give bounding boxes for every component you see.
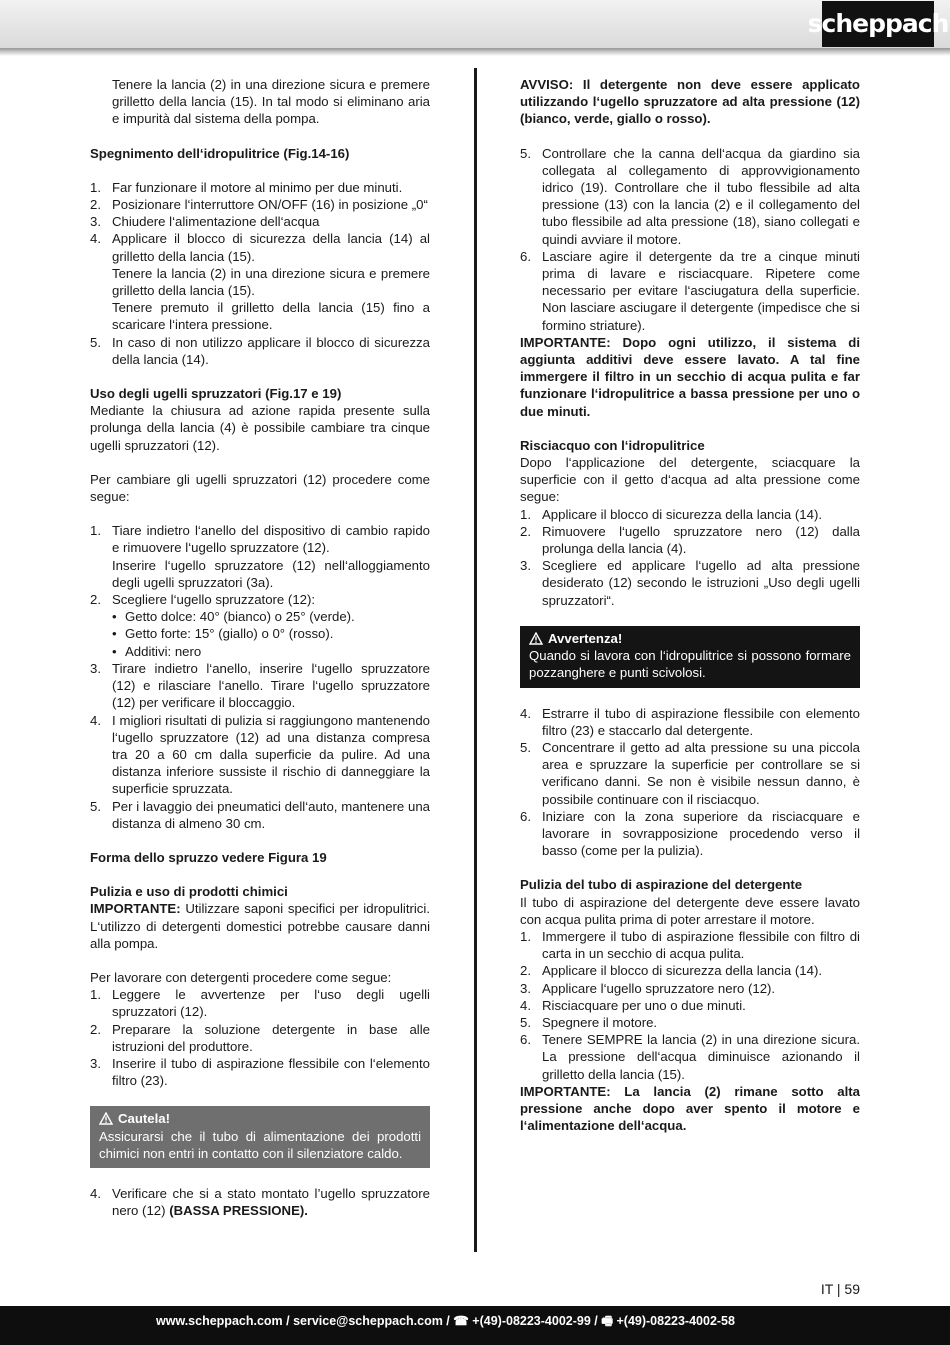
list-item: 2. Rimuovere l‘ugello spruzzatore nero (12) dalla prolunga della lancia (4).: [520, 523, 860, 557]
bullet-item: • Getto forte: 15° (giallo) o 0° (rosso).: [112, 626, 334, 642]
warning-triangle-icon: [99, 1112, 113, 1125]
section-title-shutdown: Spegnimento dell‘idropulitrice (Fig.14-16): [90, 145, 350, 161]
rinse-paragraph: Dopo l‘applicazione del detergente, sciacquare la superficie con il getto d‘acqua ad alta pressione come segue:: [520, 455, 860, 505]
list-item: 3. Inserire il tubo di aspirazione flessibile con l‘elemento filtro (23).: [90, 1055, 430, 1089]
section-title-rinse: Risciacquo con l‘idropulitrice: [520, 437, 705, 453]
list-item: 1. Tiare indietro l‘anello del dispositivo di cambio rapido e rimuovere l‘ugello spruzzatore (12).: [90, 523, 430, 556]
section-title-spray-shape: Forma dello spruzzo vedere Figura 19: [90, 849, 327, 865]
chemicals-paragraph: Per lavorare con detergenti procedere come segue:: [90, 969, 392, 985]
important-lance-pressure: IMPORTANTE: La lancia (2) rimane sotto alta pressione anche dopo aver spento il motore e l‘alimentazione dell‘acqua.: [520, 1083, 860, 1134]
page-footer: [0, 1306, 950, 1345]
caution-title: Cautela!: [118, 1111, 171, 1127]
list-item: 6. Iniziare con la zona superiore da risciacquare e lavorare in sovrapposizione procedendo verso il basso (come per la pulizia).: [520, 808, 860, 859]
page-number: IT | 59: [820, 1281, 860, 1297]
detergent-steps: [520, 145, 860, 334]
list-item: 1. Immergere il tubo di aspirazione flessibile con filtro di carta in un secchio di acqua pulita.: [520, 928, 860, 962]
bullet-item: • Additivi: nero: [112, 643, 202, 659]
list-item: 4. Risciacquare per uno o due minuti.: [520, 997, 746, 1013]
warning-title: Avvertenza!: [548, 630, 623, 646]
list-item: 4. Verificare che si a stato montato l’ugello spruzzatore nero (12) (BASSA PRESSIONE).: [90, 1185, 430, 1219]
notice-paragraph: AVVISO: Il detergente non deve essere applicato utilizzando l‘ugello spruzzatore ad alta pressione (12) (bianco, verde, giallo o rosso).: [520, 77, 860, 127]
intro-paragraph: Tenere la lancia (2) in una direzione sicura e premere grilletto della lancia (15). In tal modo si eliminano aria e impurità dal sistema della pompa.: [112, 77, 430, 127]
header-shadow: [0, 48, 950, 56]
list-item: 5. In caso di non utilizzo applicare il blocco di sicurezza della lancia (14).: [90, 334, 430, 367]
chemicals-steps: [90, 986, 430, 1089]
hose-steps: [520, 928, 860, 1083]
caution-box: [90, 1106, 430, 1168]
warning-triangle-icon: [529, 632, 543, 645]
right-column: [520, 76, 860, 1134]
rinse-steps-continued: [520, 705, 860, 860]
list-item: 1. Leggere le avvertenze per l‘uso degli ugelli spruzzatori (12).: [90, 987, 430, 1020]
list-item: 4. Estrarre il tubo di aspirazione flessibile con elemento filtro (23) e staccarlo dal detergente.: [520, 705, 860, 738]
list-item: 4. I migliori risultati di pulizia si raggiungono mantenendo l‘ugello spruzzatore (12) ad una distanza compresa tra 20 a 60 cm dalla superficie da pulire. Ad una distanza inferiore sussiste il rischio di danneggiare la superficie spruzzata.: [90, 712, 430, 797]
chemicals-important: IMPORTANTE: Utilizzare saponi specifici per idropulitrici. L‘utilizzo di detergenti domestici potrebbe causare danni alla pompa.: [90, 901, 430, 951]
list-item: 2. Posizionare l‘interruttore ON/OFF (16) in posizione „0“: [90, 197, 428, 213]
list-item: 1. Applicare il blocco di sicurezza della lancia (14).: [520, 506, 823, 522]
list-item: 5. Controllare che la canna dell‘acqua da giardino sia collegata al collegamento di approvvigionamento idrico (19). Controllare che il tubo flessibile ad alta pressione (13) con la lancia (2) e il collegamento del tubo flessibile ad alta pressione (18), siano collegati e quindi avviare il motore.: [520, 145, 860, 247]
list-item: 3. Chiudere l‘alimentazione dell‘acqua: [90, 214, 320, 230]
list-item: 6. Tenere SEMPRE la lancia (2) in una direzione sicura. La pressione dell‘acqua diminuisce azionando il grilletto della lancia (15).: [520, 1032, 860, 1082]
rinse-steps: [520, 506, 860, 609]
list-item: 6. Lasciare agire il detergente da tre a cinque minuti prima di lavare e risciacquare. Ripetere come necessario per evitare l‘asciugatura della superficie. Non lasciare asciugare il detergente (impedisce che si formino striature).: [520, 248, 860, 333]
nozzles-steps: [90, 660, 430, 832]
shutdown-step4-extra1: Tenere la lancia (2) in una direzione sicura e premere grilletto della lancia (15).: [112, 265, 430, 299]
caution-text: Assicurarsi che il tubo di alimentazione dei prodotti chimici non entri in contatto con il silenziatore caldo.: [99, 1128, 421, 1161]
nozzles-paragraph: Mediante la chiusura ad azione rapida presente sulla prolunga della lancia (4) è possibile cambiare tra cinque ugelli spruzzatori (12).: [90, 403, 430, 453]
shutdown-step4-extra2: Tenere premuto il grilletto della lancia (15) fino a scaricare l‘intera pressione.: [112, 300, 430, 333]
scheppach-logo: scheppach: [822, 1, 934, 47]
footer-contact: www.scheppach.com / service@scheppach.com / ☎ +(49)-08223-4002-99 / 🖷 +(49)-08223-4002-58: [156, 1314, 735, 1328]
section-title-chemicals: Pulizia e uso di prodotti chimici: [90, 884, 288, 900]
list-item: 4. Applicare il blocco di sicurezza della lancia (14) al grilletto della lancia (15).: [90, 231, 430, 264]
list-item: 3. Applicare l‘ugello spruzzatore nero (12).: [520, 980, 776, 996]
hose-paragraph: Il tubo di aspirazione del detergente deve essere lavato con acqua pulita prima di poter arrestare il motore.: [520, 894, 860, 927]
warning-box: [520, 626, 860, 688]
important-flush: IMPORTANTE: Dopo ogni utilizzo, il sistema di aggiunta additivi deve essere lavato. A tal fine immergere il filtro in un secchio di acqua pulita e far funzionare l‘idropulitrice a bassa pressione per uno o due minuti.: [520, 334, 860, 419]
list-item: 3. Tirare indietro l‘anello, inserire l‘ugello spruzzatore (12) e rilasciare l‘anello. Tirare l‘ugello spruzzatore (12) per verificare il bloccaggio.: [90, 660, 430, 711]
nozzle-types: [90, 608, 430, 660]
bullet-item: • Getto dolce: 40° (bianco) o 25° (verde).: [112, 609, 355, 625]
nozzles-step1-extra: Inserire l‘ugello spruzzatore (12) nell‘alloggiamento degli ugelli spruzzatori (3a).: [112, 557, 430, 590]
list-item: 1. Far funzionare il motore al minimo per due minuti.: [90, 179, 403, 195]
list-item: 3. Scegliere ed applicare l‘ugello ad alta pressione desiderato (12) secondo le istruzioni „Uso degli ugelli spruzzatori“.: [520, 558, 860, 608]
warning-text: Quando si lavora con l‘idropulitrice si possono formare pozzanghere e punti scivolosi.: [529, 648, 851, 681]
list-item: 2. Applicare il blocco di sicurezza della lancia (14).: [520, 963, 823, 979]
shutdown-steps: [90, 179, 430, 265]
list-item: 5. Spegnere il motore.: [520, 1014, 658, 1030]
list-item: 2. Preparare la soluzione detergente in base alle istruzioni del produttore.: [90, 1021, 430, 1054]
list-item: 5. Concentrare il getto ad alta pressione su una piccola area e spruzzare la superficie per controllare se si verificano danni. Se non è visibile nessun danno, è possibile continuare con il risciacquo.: [520, 739, 860, 807]
section-title-nozzles: Uso degli ugelli spruzzatori (Fig.17 e 19): [90, 386, 342, 402]
nozzles-paragraph-2: Per cambiare gli ugelli spruzzatori (12) procedere come segue:: [90, 471, 430, 505]
column-divider: [474, 68, 477, 1252]
section-title-hose-cleaning: Pulizia del tubo di aspirazione del detergente: [520, 877, 803, 893]
left-column: [90, 76, 430, 1219]
list-item: 5. Per i lavaggio dei pneumatici dell‘auto, mantenere una distanza di almeno 30 cm.: [90, 798, 430, 831]
list-item: 2. Scegliere l‘ugello spruzzatore (12):: [90, 592, 316, 608]
